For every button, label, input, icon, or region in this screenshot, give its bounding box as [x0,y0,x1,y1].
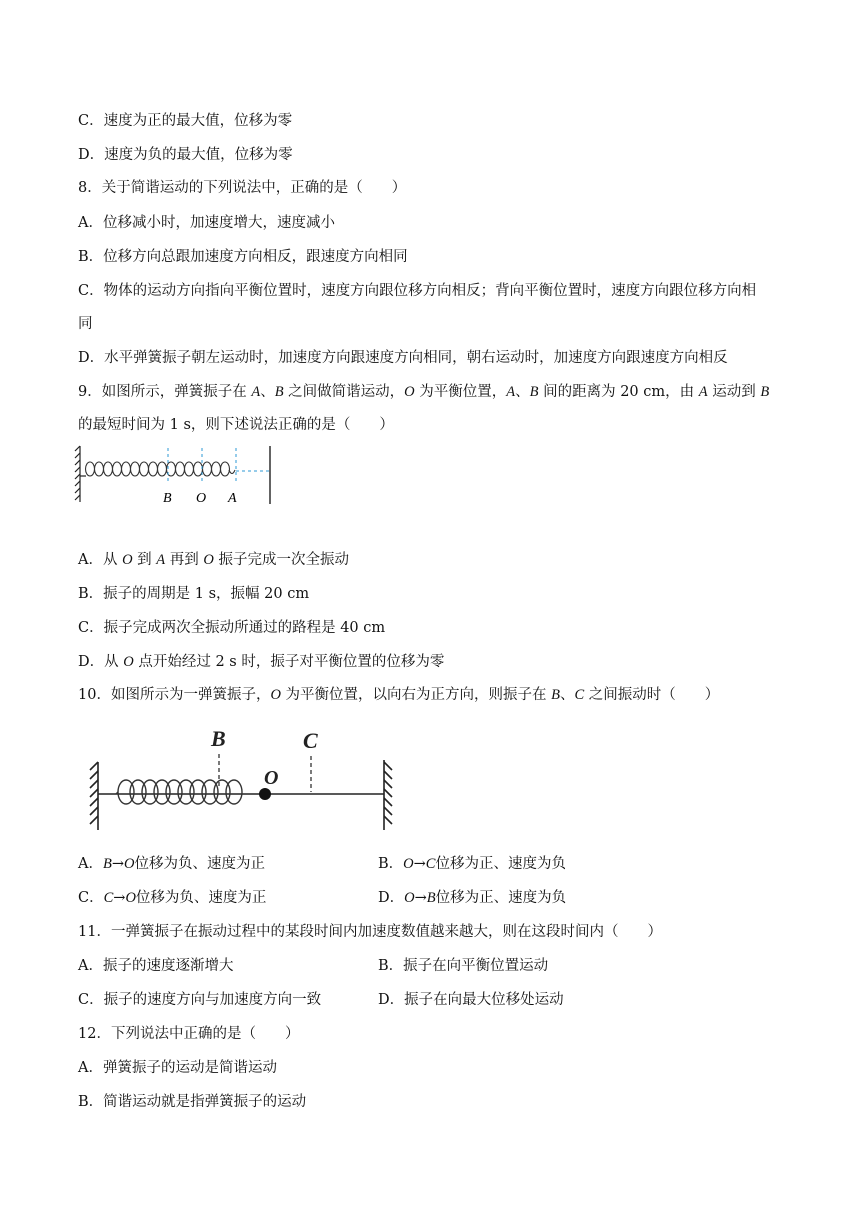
q11-option-b: B．振子在向平衡位置运动 [378,958,549,974]
q11-option-d: D．振子在向最大位移处运动 [378,992,564,1008]
q9-label-a: A [228,491,237,506]
q10-option-b: B．O→C位移为正、速度为负 [378,856,566,872]
q10-label-o: O [264,767,279,789]
position-guides [168,448,270,484]
q9-stem-line1: 9．如图所示，弹簧振子在 A、B 之间做简谐运动，O 为平衡位置，A、B 间的距离为 20 cm，由 A 运动到 B [78,384,770,400]
q8-option-c-line1: C．物体的运动方向指向平衡位置时，速度方向跟位移方向相反；背向平衡位置时，速度方向跟位移方向相 [78,283,757,299]
coil-spring [86,462,236,476]
q11-option-c: C．振子的速度方向与加速度方向一致 [78,992,322,1008]
q9-option-a: A．从 O 到 A 再到 O 振子完成一次全振动 [78,552,349,568]
oscillator-ball [259,788,271,800]
q10-option-c: C．C→O位移为负、速度为正 [78,890,267,906]
q8-option-d: D．水平弹簧振子朝左运动时，加速度方向跟速度方向相同，朝右运动时，加速度方向跟速度方向相反 [78,350,728,366]
q10-option-d: D．O→B位移为正、速度为负 [378,890,567,906]
q9-option-c: C．振子完成两次全振动所通过的路程是 40 cm [78,620,386,636]
coil-spring [116,780,242,804]
q10-label-c: C [303,728,318,753]
q12-option-b: B．简谐运动就是指弹簧振子的运动 [78,1094,307,1110]
q11-option-a: A．振子的速度逐渐增大 [78,958,234,974]
q9-stem-line2: 的最短时间为 1 s，则下述说法正确的是（ ） [78,417,394,433]
q8-option-a: A．位移减小时，加速度增大，速度减小 [78,215,335,231]
q12-stem: 12．下列说法中正确的是（ ） [78,1026,300,1042]
q9-option-d: D．从 O 点开始经过 2 s 时，振子对平衡位置的位移为零 [78,654,445,670]
q7-option-c: C．速度为正的最大值，位移为零 [78,113,293,129]
q8-option-c-line2: 同 [78,316,93,332]
right-wall-hatch [384,760,392,830]
q10-label-b: B [211,726,226,751]
q7-option-d: D．速度为负的最大值，位移为零 [78,147,293,163]
q9-label-o: O [196,491,207,506]
q11-stem: 11．一弹簧振子在振动过程中的某段时间内加速度数值越来越大，则在这段时间内（ ） [78,924,662,940]
left-wall-hatch [90,762,98,830]
q9-label-b: B [163,491,172,506]
q10-option-a: A．B→O位移为负、速度为正 [78,856,265,872]
q10-stem: 10．如图所示为一弹簧振子，O 为平衡位置，以向右为正方向，则振子在 B、C 之间振动时（ ） [78,687,720,703]
q9-spring-figure [74,440,284,512]
q12-option-a: A．弹簧振子的运动是简谐运动 [78,1060,277,1076]
q8-option-b: B．位移方向总跟加速度方向相反，跟速度方向相同 [78,249,408,265]
q9-option-b: B．振子的周期是 1 s，振幅 20 cm [78,586,310,602]
q10-spring-figure [88,722,400,834]
q8-stem: 8．关于简谐运动的下列说法中，正确的是（ ） [78,180,407,196]
left-wall-hatch [75,446,80,502]
